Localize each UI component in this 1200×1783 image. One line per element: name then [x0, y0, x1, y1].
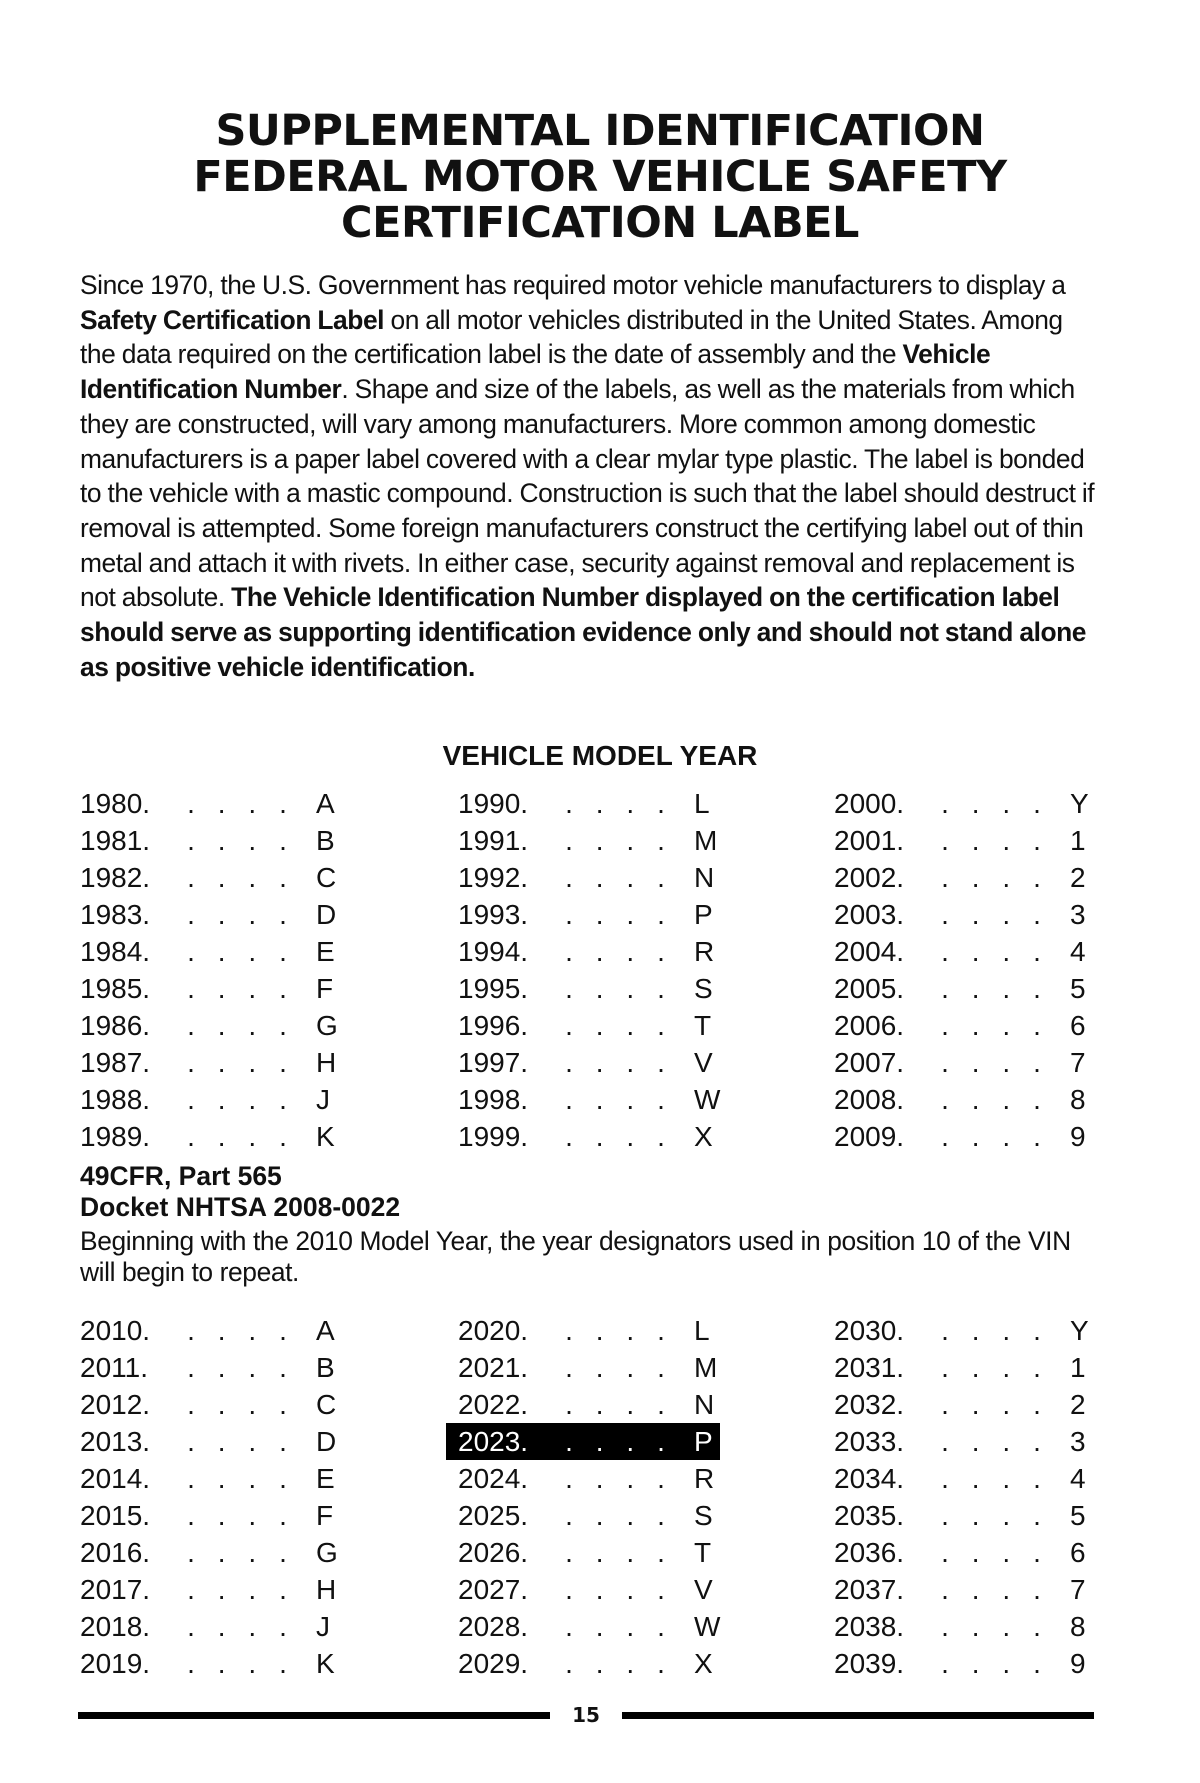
table-row	[458, 1349, 720, 1386]
page-number: 15	[572, 1703, 600, 1727]
model-year: 1980.	[80, 788, 151, 819]
model-year: 2013.	[80, 1426, 151, 1457]
vin-year-code: 5	[1070, 1500, 1086, 1531]
model-year: 2027.	[458, 1574, 529, 1605]
leader-dots: . . . .	[187, 1047, 287, 1078]
leader-dots: . . . .	[187, 1574, 287, 1605]
leader-dots: . . . .	[941, 1426, 1041, 1457]
vin-year-code: S	[694, 1500, 713, 1531]
leader-dots: . . . .	[941, 1574, 1041, 1605]
leader-dots: . . . .	[187, 1611, 287, 1642]
title-line-3: CERTIFICATION LABEL	[341, 198, 859, 248]
model-year: 2019.	[80, 1648, 151, 1679]
leader-dots: . . . .	[941, 825, 1041, 856]
vin-year-code: J	[316, 1611, 330, 1642]
table-row	[458, 1386, 720, 1423]
model-year: 2015.	[80, 1500, 151, 1531]
leader-dots: . . . .	[941, 936, 1041, 967]
model-year: 2036.	[834, 1537, 905, 1568]
leader-dots: . . . .	[187, 788, 287, 819]
vin-year-code: H	[316, 1047, 337, 1078]
leader-dots: . . . .	[941, 1010, 1041, 1041]
leader-dots: . . . .	[187, 1537, 287, 1568]
model-year: 2038.	[834, 1611, 905, 1642]
model-year: 2031.	[834, 1352, 905, 1383]
leader-dots: . . . .	[941, 1389, 1041, 1420]
vin-year-code: B	[316, 825, 335, 856]
model-year: 1986.	[80, 1010, 151, 1041]
vin-year-code: R	[694, 1463, 715, 1494]
model-year: 2004.	[834, 936, 905, 967]
leader-dots: . . . .	[187, 936, 287, 967]
model-year: 2018.	[80, 1611, 151, 1642]
vin-year-code: 5	[1070, 973, 1086, 1004]
leader-dots: . . . .	[187, 1084, 287, 1115]
leader-dots: . . . .	[187, 1315, 287, 1346]
leader-dots: . . . .	[565, 1611, 665, 1642]
vin-year-code: B	[316, 1352, 335, 1383]
model-year: 1988.	[80, 1084, 151, 1115]
leader-dots: . . . .	[565, 1121, 665, 1152]
leader-dots: . . . .	[941, 899, 1041, 930]
intro-bold-safety-label: Safety Certification Label	[80, 304, 385, 335]
model-year: 1983.	[80, 899, 151, 930]
leader-dots: . . . .	[565, 1537, 665, 1568]
leader-dots: . . . .	[187, 1010, 287, 1041]
vin-year-code: C	[316, 862, 337, 893]
leader-dots: . . . .	[565, 1389, 665, 1420]
title-line-2: FEDERAL MOTOR VEHICLE SAFETY	[193, 152, 1007, 202]
model-year: 2011.	[80, 1352, 148, 1383]
vin-year-code: 7	[1070, 1047, 1086, 1078]
model-year: 2033.	[834, 1426, 905, 1457]
leader-dots: . . . .	[187, 1648, 287, 1679]
vin-year-code: C	[316, 1389, 337, 1420]
vin-year-code: F	[316, 973, 334, 1004]
table-row	[458, 1571, 720, 1608]
model-year: 2000.	[834, 788, 905, 819]
model-year: 1996.	[458, 1010, 529, 1041]
model-year: 2008.	[834, 1084, 905, 1115]
leader-dots: . . . .	[941, 1648, 1041, 1679]
model-year: 2039.	[834, 1648, 905, 1679]
leader-dots: . . . .	[565, 973, 665, 1004]
leader-dots: . . . .	[941, 1084, 1041, 1115]
model-year: 2016.	[80, 1537, 151, 1568]
model-year: 2005.	[834, 973, 905, 1004]
vin-year-code: 1	[1070, 825, 1086, 856]
vin-year-code: 6	[1070, 1537, 1086, 1568]
leader-dots: . . . .	[565, 899, 665, 930]
model-year: 2025.	[458, 1500, 529, 1531]
model-year: 2034.	[834, 1463, 905, 1494]
vin-year-code: K	[316, 1648, 335, 1679]
model-year: 1990.	[458, 788, 529, 819]
vin-year-code: 3	[1070, 1426, 1086, 1457]
vin-year-code: 4	[1070, 936, 1086, 967]
footer-rule-right	[622, 1712, 1094, 1719]
intro-text-3: . Shape and size of the labels, as well as the materials from which they are constructed, will vary among manufacturers. More common among domestic manufacturers is a paper label covered with a clear mylar type plastic. The label is bonded to the vehicle with a mastic compound. Construction is such that the label should destruct if removal is attempted. Some foreign manufacturers construct the certifying label out of thin metal and attach it with rivets. In either case, security against removal and replacement is not absolute.	[80, 374, 1095, 613]
leader-dots: . . . .	[187, 825, 287, 856]
model-year: 1998.	[458, 1084, 529, 1115]
vin-year-code: D	[316, 899, 337, 930]
vin-year-code: W	[694, 1611, 721, 1642]
table-row	[458, 1497, 720, 1534]
model-year: 2012.	[80, 1389, 151, 1420]
leader-dots: . . . .	[565, 1574, 665, 1605]
model-year: 2020.	[458, 1315, 529, 1346]
vin-year-code: M	[694, 1352, 718, 1383]
model-year: 1982.	[80, 862, 151, 893]
leader-dots: . . . .	[565, 1352, 665, 1383]
leader-dots: . . . .	[187, 862, 287, 893]
model-year: 2037.	[834, 1574, 905, 1605]
table-row-highlighted	[446, 1423, 720, 1460]
leader-dots: . . . .	[565, 1500, 665, 1531]
vin-year-code: 8	[1070, 1611, 1086, 1642]
leader-dots: . . . .	[187, 1352, 287, 1383]
leader-dots: . . . .	[565, 1426, 665, 1457]
table-row	[458, 1460, 720, 1497]
model-year: 2007.	[834, 1047, 905, 1078]
leader-dots: . . . .	[941, 1537, 1041, 1568]
leader-dots: . . . .	[941, 1352, 1041, 1383]
vin-year-code: 2	[1070, 1389, 1086, 1420]
intro-bold-warning: The Vehicle Identification Number displayed on the certification label should serve as supporting identification evidence only and should not stand alone as positive vehicle identification.	[80, 582, 1087, 682]
vin-year-code: X	[694, 1648, 713, 1679]
model-year: 2024.	[458, 1463, 529, 1494]
vin-year-code: 2	[1070, 862, 1086, 893]
model-year: 1987.	[80, 1047, 151, 1078]
leader-dots: . . . .	[941, 862, 1041, 893]
model-year: 2032.	[834, 1389, 905, 1420]
model-year: 1989.	[80, 1121, 151, 1152]
leader-dots: . . . .	[187, 899, 287, 930]
leader-dots: . . . .	[941, 1500, 1041, 1531]
table2-column-2020s	[458, 1312, 720, 1682]
leader-dots: . . . .	[565, 825, 665, 856]
leader-dots: . . . .	[941, 1315, 1041, 1346]
model-year: 2002.	[834, 862, 905, 893]
vin-year-code: M	[694, 825, 718, 856]
vin-year-code: P	[694, 1426, 713, 1457]
vin-year-code: X	[694, 1121, 713, 1152]
vin-year-code: 7	[1070, 1574, 1086, 1605]
table-row	[458, 1608, 720, 1645]
vin-year-code: V	[694, 1574, 713, 1605]
vin-year-code: Y	[1070, 1315, 1089, 1346]
vin-year-code: G	[316, 1537, 338, 1568]
model-year: 1991.	[458, 825, 529, 856]
model-year: 1981.	[80, 825, 151, 856]
leader-dots: . . . .	[941, 1463, 1041, 1494]
model-year: 2003.	[834, 899, 905, 930]
model-year: 1994.	[458, 936, 529, 967]
vin-year-code: W	[694, 1084, 721, 1115]
model-year: 2001.	[834, 825, 905, 856]
intro-paragraph	[80, 268, 1100, 684]
leader-dots: . . . .	[565, 1648, 665, 1679]
intro-bold-vin: Vehicle Identification Number	[80, 339, 991, 405]
vin-year-code: N	[694, 862, 715, 893]
leader-dots: . . . .	[565, 1315, 665, 1346]
vin-year-code: G	[316, 1010, 338, 1041]
vin-year-code: D	[316, 1426, 337, 1457]
vin-year-code: S	[694, 973, 713, 1004]
vin-year-code: 8	[1070, 1084, 1086, 1115]
model-year: 1992.	[458, 862, 529, 893]
regulation-note: Beginning with the 2010 Model Year, the year designators used in position 10 of the VIN will begin to repeat.	[80, 1226, 1071, 1287]
vin-year-code: 1	[1070, 1352, 1086, 1383]
vin-year-code: A	[316, 788, 335, 819]
vin-year-code: 3	[1070, 899, 1086, 930]
leader-dots: . . . .	[187, 1389, 287, 1420]
leader-dots: . . . .	[565, 936, 665, 967]
vin-year-code: N	[694, 1389, 715, 1420]
model-year: 2021.	[458, 1352, 529, 1383]
vin-year-code: K	[316, 1121, 335, 1152]
footer-rule-left	[78, 1712, 550, 1719]
intro-text-1: Since 1970, the U.S. Government has required motor vehicle manufacturers to display a	[80, 270, 1066, 300]
model-year: 1984.	[80, 936, 151, 967]
vin-year-code: T	[694, 1010, 712, 1041]
table-row	[458, 1645, 720, 1682]
leader-dots: . . . .	[941, 788, 1041, 819]
model-year: 1999.	[458, 1121, 529, 1152]
vin-year-code: 4	[1070, 1463, 1086, 1494]
model-year: 2009.	[834, 1121, 905, 1152]
model-year: 2022.	[458, 1389, 529, 1420]
vin-year-code: V	[694, 1047, 713, 1078]
leader-dots: . . . .	[187, 1500, 287, 1531]
leader-dots: . . . .	[187, 1426, 287, 1457]
leader-dots: . . . .	[941, 1611, 1041, 1642]
vin-year-code: F	[316, 1500, 334, 1531]
leader-dots: . . . .	[565, 788, 665, 819]
vin-year-code: 6	[1070, 1010, 1086, 1041]
vin-year-code: H	[316, 1574, 337, 1605]
table-row	[458, 1534, 720, 1571]
vin-year-code: L	[694, 788, 710, 819]
vin-year-code: R	[694, 936, 715, 967]
model-year: 2030.	[834, 1315, 905, 1346]
model-year: 2029.	[458, 1648, 529, 1679]
leader-dots: . . . .	[941, 1121, 1041, 1152]
vin-year-code: Y	[1070, 788, 1089, 819]
vin-year-code: J	[316, 1084, 330, 1115]
vin-year-code: E	[316, 936, 335, 967]
model-year-heading: VEHICLE MODEL YEAR	[442, 740, 758, 771]
model-year: 2023.	[458, 1426, 529, 1457]
leader-dots: . . . .	[187, 973, 287, 1004]
regulation-docket: Docket NHTSA 2008-0022	[80, 1192, 401, 1222]
table-row	[458, 1312, 720, 1349]
leader-dots: . . . .	[565, 1084, 665, 1115]
model-year: 2014.	[80, 1463, 151, 1494]
model-year: 2028.	[458, 1611, 529, 1642]
leader-dots: . . . .	[565, 1010, 665, 1041]
vin-year-code: T	[694, 1537, 712, 1568]
model-year: 1997.	[458, 1047, 529, 1078]
vin-year-code: 9	[1070, 1648, 1086, 1679]
intro-text-2: on all motor vehicles distributed in the United States. Among the data required on the certification label is the date of assembly and the	[80, 304, 1063, 370]
model-year: 2006.	[834, 1010, 905, 1041]
model-year: 2017.	[80, 1574, 151, 1605]
leader-dots: . . . .	[941, 973, 1041, 1004]
model-year: 2026.	[458, 1537, 529, 1568]
leader-dots: . . . .	[565, 1463, 665, 1494]
leader-dots: . . . .	[187, 1121, 287, 1152]
vin-year-code: L	[694, 1315, 710, 1346]
model-year: 2035.	[834, 1500, 905, 1531]
vin-year-code: P	[694, 899, 713, 930]
vin-year-code: 9	[1070, 1121, 1086, 1152]
vin-year-code: A	[316, 1315, 335, 1346]
page-title	[0, 108, 1200, 246]
model-year: 1993.	[458, 899, 529, 930]
leader-dots: . . . .	[941, 1047, 1041, 1078]
regulation-reference	[80, 1161, 400, 1223]
leader-dots: . . . .	[565, 862, 665, 893]
leader-dots: . . . .	[187, 1463, 287, 1494]
model-year: 1985.	[80, 973, 151, 1004]
leader-dots: . . . .	[565, 1047, 665, 1078]
vin-year-code: E	[316, 1463, 335, 1494]
model-year: 2010.	[80, 1315, 151, 1346]
title-line-1: SUPPLEMENTAL IDENTIFICATION	[215, 106, 985, 156]
model-year: 1995.	[458, 973, 529, 1004]
regulation-cfr: 49CFR, Part 565	[80, 1161, 282, 1191]
